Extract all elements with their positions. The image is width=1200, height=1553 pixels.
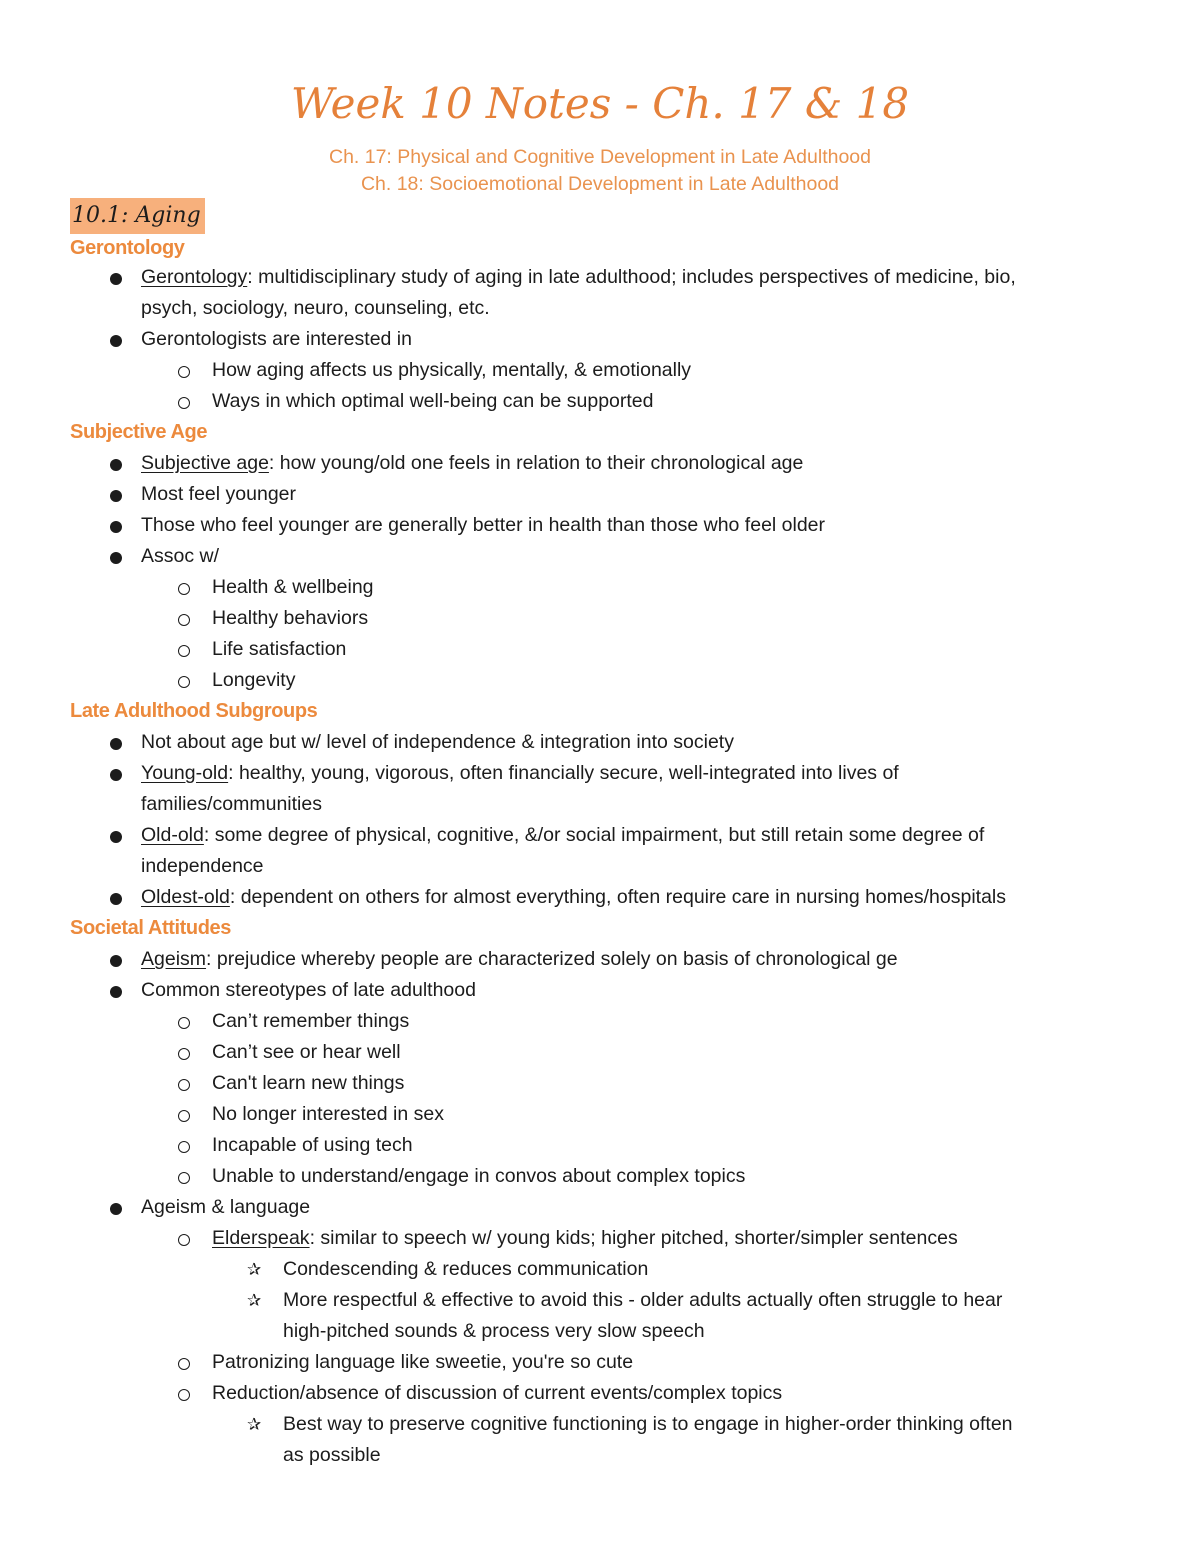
term: Old-old: [141, 824, 204, 846]
definition: : dependent on others for almost everything, often require care in nursing homes/hospitals: [229, 886, 1006, 908]
item-text: Patronizing language like sweetie, you're so cute: [212, 1351, 634, 1373]
star-bullet-icon: ✰: [247, 1260, 262, 1279]
definition: psych, sociology, neuro, counseling, etc.: [141, 297, 490, 319]
item-text: Not about age but w/ level of independence & integration into society: [141, 731, 734, 753]
bullet-disc-icon: [110, 335, 122, 347]
definition: : healthy, young, vigorous, often financially secure, well-integrated into lives of: [228, 762, 899, 784]
bullet-circle-icon: [178, 1017, 190, 1029]
definition: families/communities: [141, 793, 322, 815]
item-text: Can’t see or hear well: [212, 1041, 401, 1063]
item-text: Gerontologists are interested in: [141, 328, 412, 350]
item-text: high-pitched sounds & process very slow speech: [283, 1320, 705, 1342]
bullet-disc-icon: [110, 490, 122, 502]
definition: : how young/old one feels in relation to their chronological age: [268, 452, 804, 474]
definition: : similar to speech w/ young kids; higher pitched, shorter/simpler sentences: [309, 1227, 958, 1249]
bullet-circle-icon: [178, 1048, 190, 1060]
bullet-disc-icon: [110, 955, 122, 967]
bullet-circle-icon: [178, 1234, 190, 1246]
term: Oldest-old: [141, 886, 230, 908]
item-text: Common stereotypes of late adulthood: [141, 979, 476, 1001]
item-text: Condescending & reduces communication: [283, 1258, 649, 1280]
bullet-circle-icon: [178, 614, 190, 626]
term: Elderspeak: [212, 1227, 310, 1249]
bullet-disc-icon: [110, 521, 122, 533]
star-bullet-icon: ✰: [247, 1291, 262, 1310]
bullet-circle-icon: [178, 645, 190, 657]
bullet-circle-icon: [178, 1358, 190, 1370]
item-text: No longer interested in sex: [212, 1103, 444, 1125]
bullet-circle-icon: [178, 1172, 190, 1184]
bullet-disc-icon: [110, 459, 122, 471]
definition: : multidisciplinary study of aging in late adulthood; includes perspectives of medicine, bio,: [247, 266, 1016, 288]
definition: : some degree of physical, cognitive, &/or social impairment, but still retain some degree of: [203, 824, 985, 846]
item-text: as possible: [283, 1444, 381, 1466]
page-title: Week 10 Notes - Ch. 17 & 18: [290, 79, 910, 128]
bullet-disc-icon: [110, 769, 122, 781]
item-text: Can't learn new things: [212, 1072, 405, 1094]
bullet-disc-icon: [110, 552, 122, 564]
bullet-circle-icon: [178, 1110, 190, 1122]
item-text: Best way to preserve cognitive functioning is to engage in higher-order thinking often: [283, 1413, 1013, 1435]
item-text: Reduction/absence of discussion of current events/complex topics: [212, 1382, 783, 1404]
item-text: Can’t remember things: [212, 1010, 410, 1032]
bullet-circle-icon: [178, 583, 190, 595]
item-text: Longevity: [212, 669, 296, 691]
bullet-disc-icon: [110, 273, 122, 285]
bullet-circle-icon: [178, 1079, 190, 1091]
definition: independence: [141, 855, 264, 877]
subtitle-ch17: Ch. 17: Physical and Cognitive Development in Late Adulthood: [328, 146, 871, 168]
bullet-disc-icon: [110, 831, 122, 843]
item-text: Unable to understand/engage in convos about complex topics: [212, 1165, 746, 1187]
item-text: Life satisfaction: [212, 638, 347, 660]
item-text: Assoc w/: [141, 545, 220, 567]
definition: : prejudice whereby people are characterized solely on basis of chronological ge: [206, 948, 898, 970]
item-text: Incapable of using tech: [212, 1134, 413, 1156]
item-text: Those who feel younger are generally better in health than those who feel older: [141, 514, 826, 536]
item-text: Most feel younger: [141, 483, 297, 505]
heading-subjective-age: Subjective Age: [70, 421, 208, 443]
bullet-circle-icon: [178, 676, 190, 688]
term: Subjective age: [141, 452, 269, 474]
star-bullet-icon: ✰: [247, 1415, 262, 1434]
bullet-circle-icon: [178, 397, 190, 409]
heading-gerontology: Gerontology: [70, 237, 185, 259]
item-text: Ways in which optimal well-being can be supported: [212, 390, 654, 412]
term: Gerontology: [141, 266, 248, 288]
bullet-circle-icon: [178, 366, 190, 378]
bullet-disc-icon: [110, 1203, 122, 1215]
item-text: More respectful & effective to avoid this - older adults actually often struggle to hear: [283, 1289, 1003, 1311]
bullet-disc-icon: [110, 893, 122, 905]
heading-subgroups: Late Adulthood Subgroups: [70, 700, 318, 722]
heading-societal-attitudes: Societal Attitudes: [70, 917, 231, 939]
bullet-disc-icon: [110, 986, 122, 998]
bullet-disc-icon: [110, 738, 122, 750]
item-text: Healthy behaviors: [212, 607, 369, 629]
term: Ageism: [141, 948, 207, 970]
item-text: How aging affects us physically, mentally, & emotionally: [212, 359, 692, 381]
bullet-circle-icon: [178, 1141, 190, 1153]
item-text: Ageism & language: [141, 1196, 311, 1218]
item-text: Health & wellbeing: [212, 576, 374, 598]
section-tag: 10.1: Aging: [70, 198, 205, 234]
bullet-circle-icon: [178, 1389, 190, 1401]
subtitle-ch18: Ch. 18: Socioemotional Development in Late Adulthood: [360, 173, 840, 195]
term: Young-old: [141, 762, 229, 784]
